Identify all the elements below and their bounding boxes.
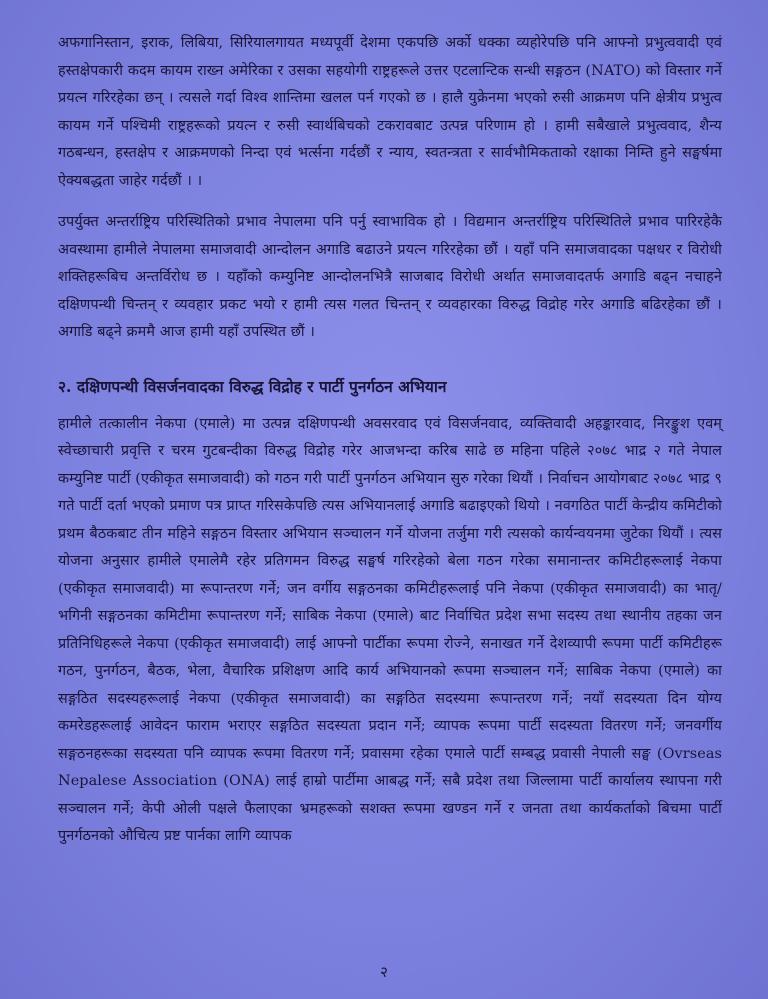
paragraph-international-context: अफगानिस्तान, इराक, लिबिया, सिरियालगायत मध्यपूर्वी देशमा एकपछि अर्को धक्का व्यहोरेपछि पनि आफ्नो प्रभुत्ववादी एवं हस्तक्षेपकारी कदम कायम राख्न अमेरिका र उसका सहयोगी राष्ट्रहरूले उत्तर एटलान्टिक सन्धी सङ्गठन (NATO) को विस्तार गर्ने प्रयत्न गरिरहेका छन् । त्यसले गर्दा विश्व शान्तिमा खलल पर्न गएको छ । हालै युक्रेनमा भएको रुसी आक्रमण पनि क्षेत्रीय प्रभुत्व कायम गर्ने पश्चिमी राष्ट्रहरूको प्रयत्न र रुसी स्वार्थबिचको टकरावबाट उत्पन्न परिणाम हो । हामी सबैखाले प्रभुत्ववाद, शैन्य गठबन्धन, हस्तक्षेप र आक्रमणको निन्दा एवं भर्त्सना गर्दछौं र न्याय, स्वतन्त्रता र सार्वभौमिकताको रक्षाका निम्ति हुने सङ्घर्षमा ऐक्यबद्धता जाहेर गर्दछौं । ।: [58, 35, 722, 189]
page-number: २: [380, 963, 388, 981]
section-heading: २. दक्षिणपन्थी विसर्जनवादका विरुद्ध विद्रोह र पार्टी पुनर्गठन अभियान: [58, 376, 447, 396]
paragraph-nepal-context: उपर्युक्त अन्तर्राष्ट्रिय परिस्थितिको प्रभाव नेपालमा पनि पर्नु स्वाभाविक हो । विद्यमान अन्तर्राष्ट्रिय परिस्थितिले प्रभाव पारिरहेकै अवस्थामा हामीले नेपालमा समाजवादी आन्दोलन अगाडि बढाउने प्रयत्न गरिरहेका छौं । यहाँ पनि समाजवादका पक्षधर र विरोधी शक्तिहरूबिच अन्तर्विरोध छ । यहाँको कम्युनिष्ट आन्दोलनभित्रै साजबाद विरोधी अर्थात समाजवादतर्फ अगाडि बढ्न नचाहने दक्षिणपन्थी चिन्तन् र व्यवहार प्रकट भयो र हामी त्यस गलत चिन्तन् र व्यवहारका विरुद्ध विद्रोह गरेर अगाडि बढिरहेका छौं । अगाडि बढ्ने क्रममै आज हामी यहाँ उपस्थित छौं ।: [58, 214, 722, 340]
paragraph-party-reorganization: हामीले तत्कालीन नेकपा (एमाले) मा उत्पन्न दक्षिणपन्थी अवसरवाद एवं विसर्जनवाद, व्यक्तिवादी अहङ्कारवाद, निरङ्कुश एवम् स्वेच्छाचारी प्रवृत्ति र चरम गुटबन्दीका विरुद्ध विद्रोह गरेर आजभन्दा करिब साढे छ महिना पहिले २०७८ भाद्र २ गते नेपाल कम्युनिष्ट पार्टी (एकीकृत समाजवादी) को गठन गरी पार्टी पुनर्गठन अभियान सुरु गरेका थियौं । निर्वाचन आयोगबाट २०७८ भाद्र ९ गते पार्टी दर्ता भएको प्रमाण पत्र प्राप्त गरिसकेपछि त्यस अभियानलाई अगाडि बढाइएको थियो । नवगठित पार्टी केन्द्रीय कमिटीको प्रथम बैठकबाट तीन महिने सङ्गठन विस्तार अभियान सञ्चालन गर्ने योजना तर्जुमा गरी त्यसको कार्यन्वयनमा जुटेका थियौं । त्यस योजना अनुसार हामीले एमालेमै रहेर प्रतिगमन विरुद्ध सङ्घर्ष गरिरहेको बेला गठन गरेका समानान्तर कमिटीहरूलाई नेकपा (एकीकृत समाजवादी) मा रूपान्तरण गर्ने; जन वर्गीय सङ्गठनका कमिटीहरूलाई पनि नेकपा (एकीकृत समाजवादी) का भातृ/भगिनी सङ्गठनका कमिटीमा रूपान्तरण गर्ने; साबिक नेकपा (एमाले) बाट निर्वाचित प्रदेश सभा सदस्य तथा स्थानीय तहका जन प्रतिनिधिहरूले नेकपा (एकीकृत समाजवादी) लाई आफ्नो पार्टीका रूपमा रोज्ने, सनाखत गर्ने देशव्यापी रूपमा पार्टी कमिटीहरू गठन, पुनर्गठन, बैठक, भेला, वैचारिक प्रशिक्षण आदि कार्य अभियानको रूपमा सञ्चालन गर्ने; साबिक नेकपा (एमाले) का सङ्गठित सदस्यहरूलाई नेकपा (एकीकृत समाजवादी) का सङ्गठित सदस्यमा रूपान्तरण गर्ने; नयाँ सदस्यता दिन योग्य कमरेडहरूलाई आवेदन फाराम भराएर सङ्गठित सदस्यता प्रदान गर्ने; व्यापक रूपमा पार्टी सदस्यता वितरण गर्ने; जनवर्गीय सङ्गठनहरूका सदस्यता पनि व्यापक रूपमा वितरण गर्ने; प्रवासमा रहेका एमाले पार्टी सम्बद्ध प्रवासी नेपाली सङ्घ (Ovrseas Nepalese Association (ONA) लाई हाम्रो पार्टीमा आबद्ध गर्ने; सबै प्रदेश तथा जिल्लामा पार्टी कार्यालय स्थापना गरी सञ्चालन गर्ने; केपी ओली पक्षले फैलाएका भ्रमहरूको सशक्त रूपमा खण्डन गर्ने र जनता तथा कार्यकर्ताको बिचमा पार्टी पुनर्गठनको औचित्य प्रष्ट पार्नका लागि व्यापक: [58, 415, 722, 844]
